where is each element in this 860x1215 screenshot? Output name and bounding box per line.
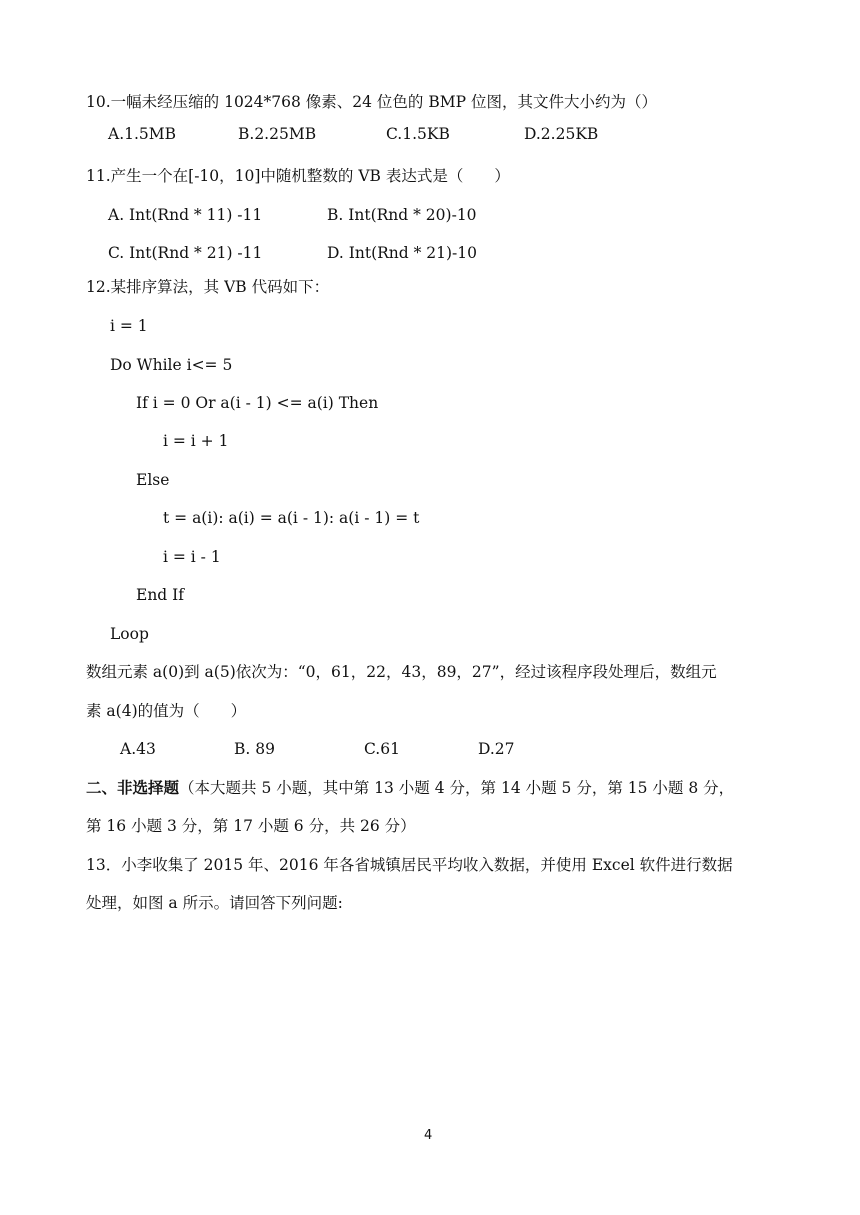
q10-option-c: C.1.5KB [386,125,450,143]
q13-stem: 13．小李收集了 2015 年、2016 年各省城镇居民平均收入数据，并使用 Excel 软件进行数据 [86,856,733,874]
q10-stem: 10.一幅未经压缩的 1024*768 像素、24 位色的 BMP 位图，其文件大小约为（） [86,93,657,111]
code-line: Do While i<= 5 [110,356,233,374]
code-line: t = a(i): a(i) = a(i - 1): a(i - 1) = t [163,509,420,527]
code-line: i = 1 [110,317,148,335]
section-note: （本大题共 5 小题，其中第 13 小题 4 分，第 14 小题 5 分，第 15 小题 8 分， [179,779,735,797]
q11-stem: 11.产生一个在[-10，10]中随机整数的 VB 表达式是（ ） [86,167,510,185]
code-line: If i = 0 Or a(i - 1) <= a(i) Then [136,394,379,412]
code-line: Loop [110,625,149,643]
section-heading: 二、非选择题 [86,778,180,797]
q13-stem-cont: 处理，如图 a 所示。请回答下列问题: [86,894,343,912]
code-line: End If [136,586,185,604]
q12-option-a: A.43 [120,740,156,758]
q12-option-c: C.61 [364,740,400,758]
section-heading-line [86,778,734,798]
q12-option-d: D.27 [478,740,515,758]
q11-option-c: C. Int(Rnd * 21) -11 [108,244,263,262]
q12-description: 数组元素 a(0)到 a(5)依次为：“0，61，22，43，89，27”，经过该程序段处理后，数组元 [86,663,717,681]
q12-stem: 12.某排序算法，其 VB 代码如下： [86,278,330,296]
code-line: i = i + 1 [163,432,229,450]
q12-option-b: B. 89 [234,740,275,758]
code-line: Else [136,471,170,489]
q11-option-d: D. Int(Rnd * 21)-10 [327,244,478,262]
page-number: 4 [424,1128,433,1143]
q11-option-a: A. Int(Rnd * 11) -11 [108,206,263,224]
q10-option-a: A.1.5MB [108,125,177,143]
section-note-cont: 第 16 小题 3 分，第 17 小题 6 分，共 26 分） [86,817,416,835]
q10-option-d: D.2.25KB [524,125,599,143]
q12-description-cont: 素 a(4)的值为（ ） [86,702,247,720]
q11-option-b: B. Int(Rnd * 20)-10 [327,206,477,224]
q10-option-b: B.2.25MB [238,125,317,143]
code-line: i = i - 1 [163,548,221,566]
